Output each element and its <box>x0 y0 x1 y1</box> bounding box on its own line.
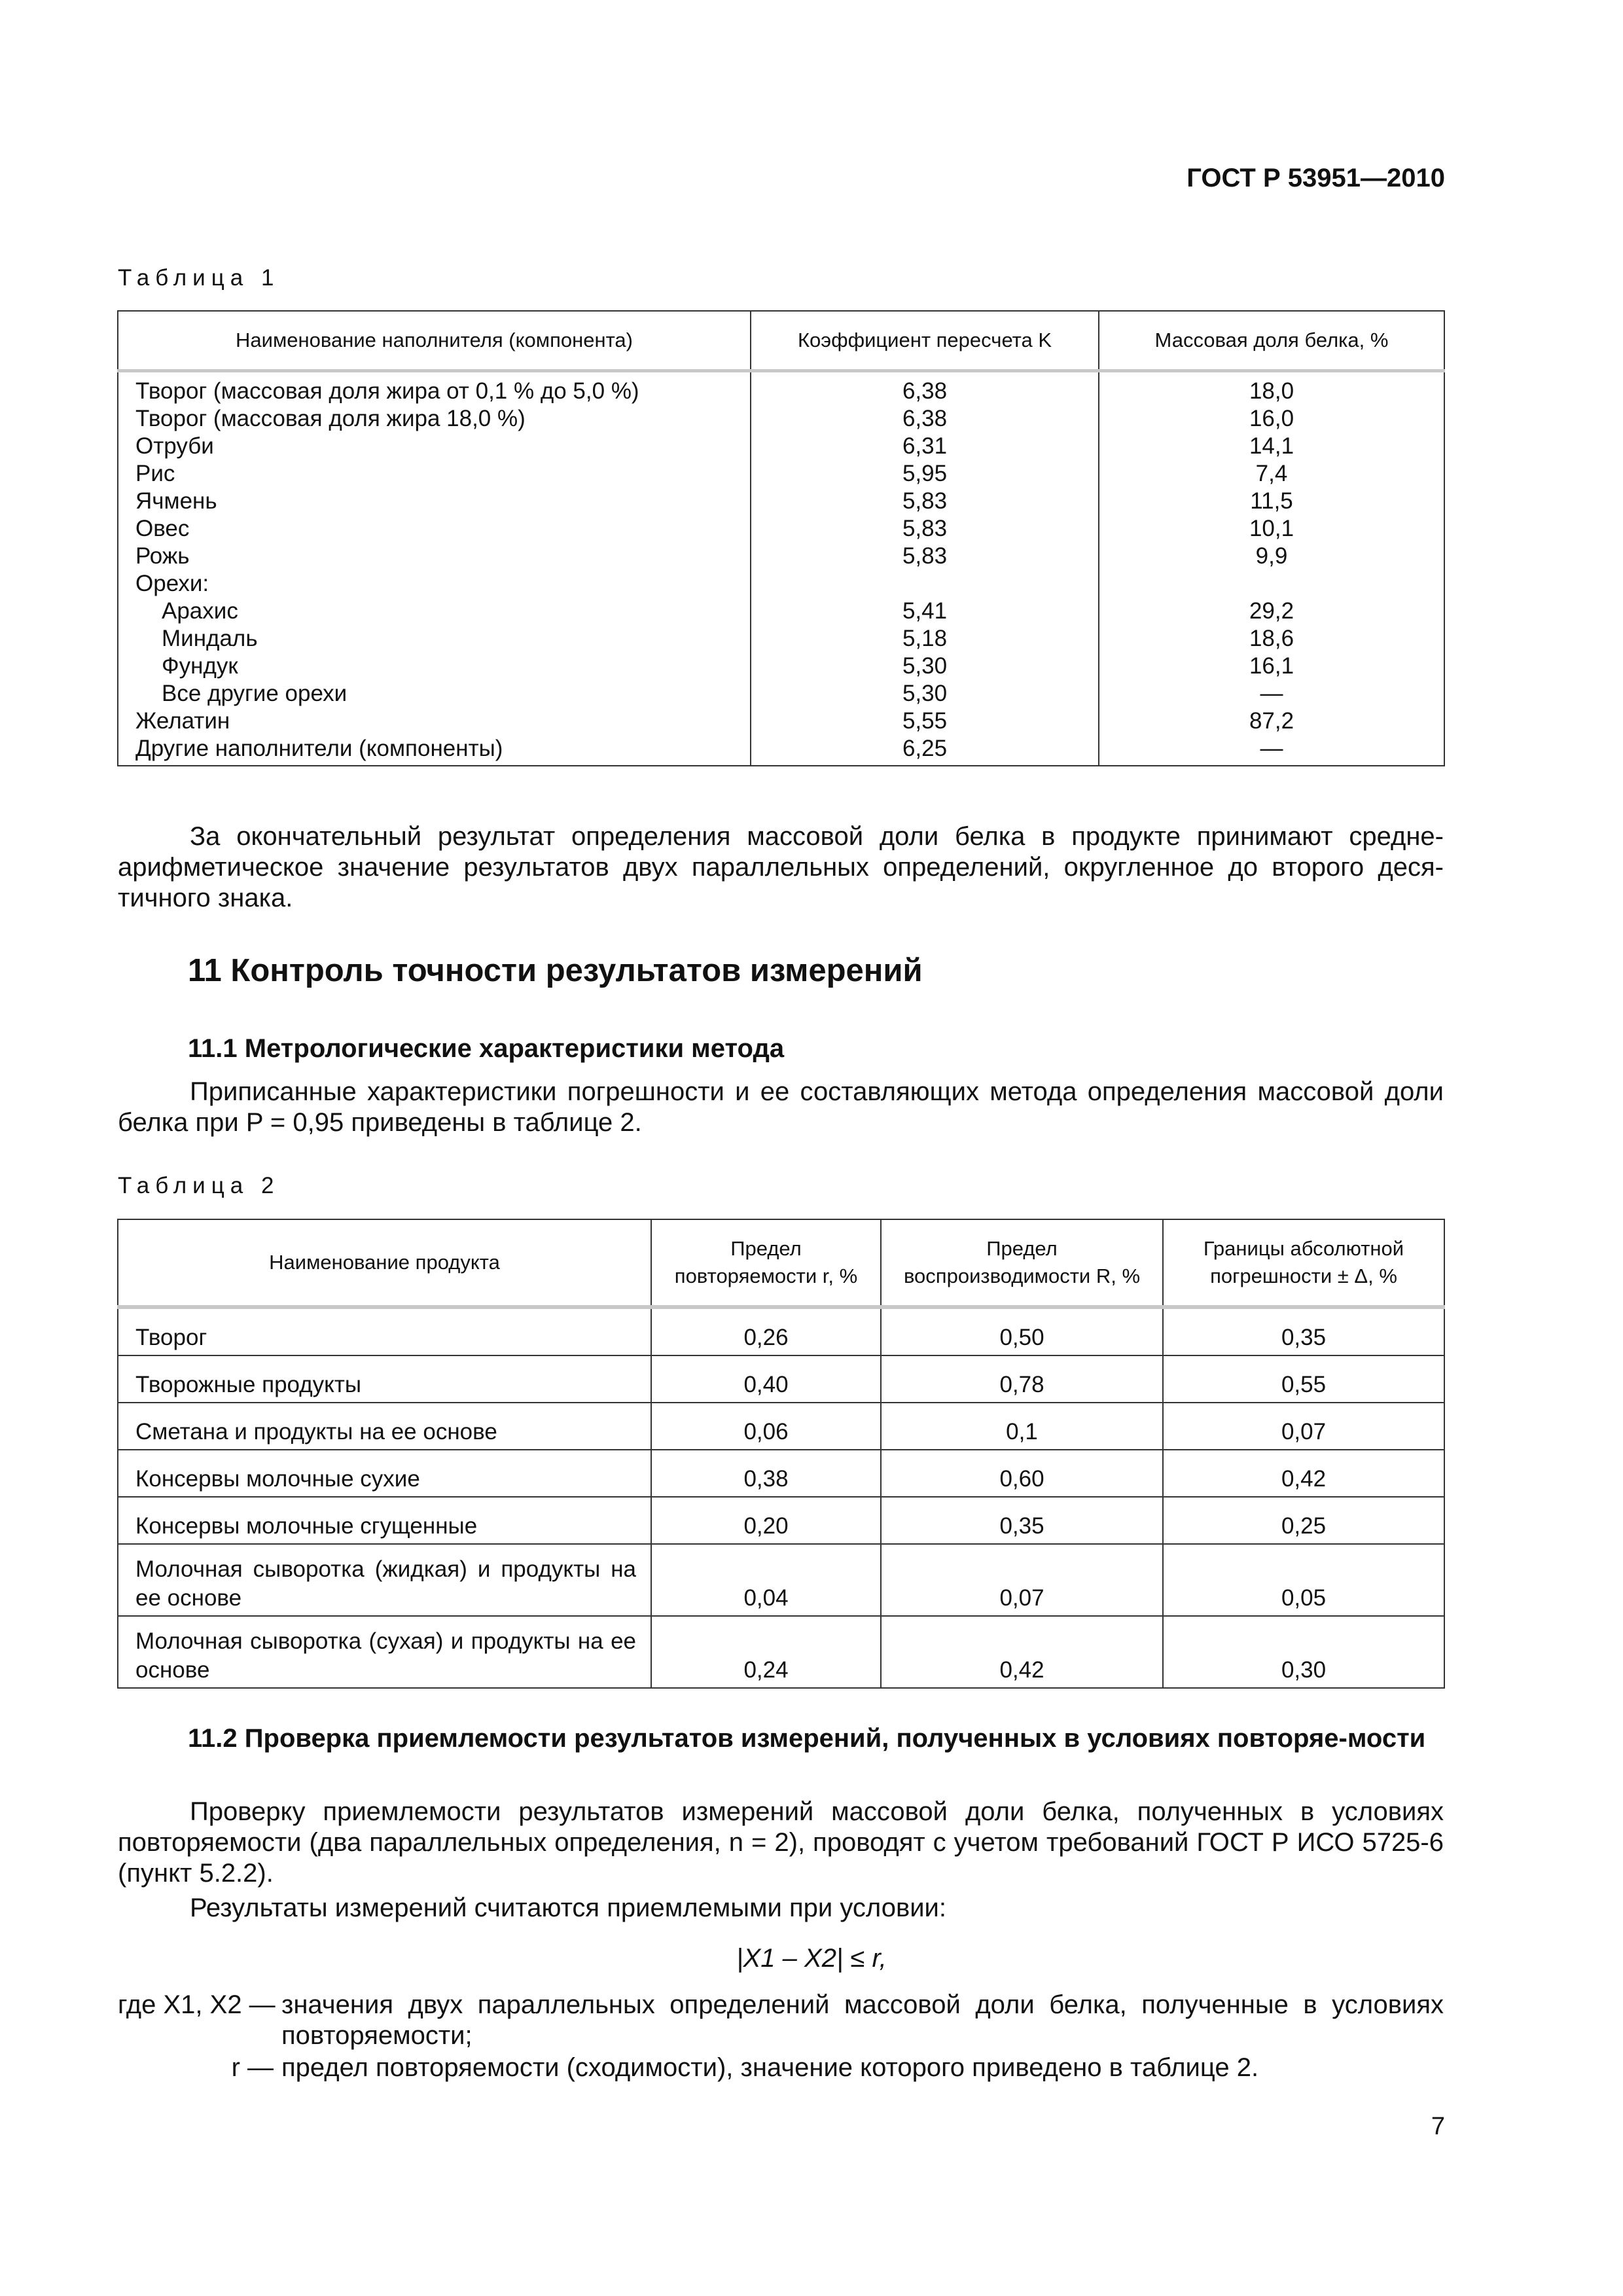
table1-cell-name: Арахис <box>118 598 751 625</box>
table2-cell-repeatability: 0,06 <box>651 1403 881 1450</box>
table1-cell-name: Миндаль <box>118 625 751 653</box>
table1-row <box>118 543 1444 570</box>
table1-cell-k: 5,83 <box>751 543 1099 570</box>
table1-cell-k: 5,30 <box>751 680 1099 708</box>
table1-cell-name: Фундук <box>118 653 751 680</box>
table1-cell-protein: 87,2 <box>1099 708 1444 735</box>
table1-cell-k: 5,41 <box>751 598 1099 625</box>
table1-cell-k: 5,18 <box>751 625 1099 653</box>
table2-cell-reproducibility: 0,78 <box>881 1355 1163 1403</box>
table2-cell-repeatability: 0,24 <box>651 1616 881 1688</box>
where-x-text: значения двух параллельных определений массовой доли белка, полученные в условиях повторяемости; <box>281 1990 1444 2050</box>
table1-cell-k: 6,38 <box>751 405 1099 433</box>
table2-row <box>118 1450 1444 1497</box>
table1-cell-name: Отруби <box>118 433 751 460</box>
table1-cell-name: Творог (массовая доля жира 18,0 %) <box>118 405 751 433</box>
table2-cell-product: Молочная сыворотка (сухая) и продукты на ее основе <box>118 1616 651 1688</box>
table2-cell-error-bounds: 0,05 <box>1163 1544 1444 1616</box>
table1-cell-name: Овес <box>118 515 751 543</box>
table1-cell-k: 6,25 <box>751 735 1099 766</box>
table2-cell-repeatability: 0,04 <box>651 1544 881 1616</box>
table1-row <box>118 653 1444 680</box>
table1-cell-k: 5,83 <box>751 515 1099 543</box>
section-11-heading: 11 Контроль точности результатов измерений <box>188 953 923 988</box>
table1-row <box>118 460 1444 488</box>
where-r-explanation <box>118 2053 1444 2083</box>
table2-header-reproducibility: Предел воспроизводимости R, % <box>881 1219 1163 1307</box>
table1-cell-name: Орехи: <box>118 570 751 598</box>
table1-row <box>118 371 1444 406</box>
table1-row <box>118 515 1444 543</box>
table1-row <box>118 570 1444 598</box>
table1-caption: Таблица 1 <box>118 265 280 291</box>
table2-cell-error-bounds: 0,25 <box>1163 1497 1444 1544</box>
table1-cell-name: Рис <box>118 460 751 488</box>
table1-cell-protein: 10,1 <box>1099 515 1444 543</box>
table1-row <box>118 433 1444 460</box>
table2-cell-reproducibility: 0,1 <box>881 1403 1163 1450</box>
acceptance-formula: |X1 – X2| ≤ r, <box>736 1944 887 1973</box>
table2-cell-repeatability: 0,40 <box>651 1355 881 1403</box>
table1-cell-name: Рожь <box>118 543 751 570</box>
table2-cell-reproducibility: 0,60 <box>881 1450 1163 1497</box>
page-number: 7 <box>1431 2113 1445 2140</box>
where-x-lead: где X1, X2 — <box>118 1990 276 2019</box>
table1-row <box>118 708 1444 735</box>
table2-header-row <box>118 1219 1444 1307</box>
table1-cell-name: Желатин <box>118 708 751 735</box>
result-paragraph: За окончательный результат определения массовой доли белка в продукте принимают средне-арифметическое значение результатов двух параллельных определений, округленное до второго деся-тичного знака. <box>118 822 1444 912</box>
table1-cell-protein: 14,1 <box>1099 433 1444 460</box>
table2-cell-product: Творожные продукты <box>118 1355 651 1403</box>
table1-cell-name: Творог (массовая доля жира от 0,1 % до 5,0 %) <box>118 371 751 406</box>
where-r-text: предел повторяемости (сходимости), значение которого приведено в таблице 2. <box>281 2053 1259 2082</box>
table1-cell-protein: — <box>1099 735 1444 766</box>
table1-cell-k: 5,30 <box>751 653 1099 680</box>
table1-cell-k: 5,55 <box>751 708 1099 735</box>
table1-cell-name: Другие наполнители (компоненты) <box>118 735 751 766</box>
standard-designation: ГОСТ Р 53951—2010 <box>1186 164 1445 192</box>
table1-row <box>118 405 1444 433</box>
table2-row <box>118 1544 1444 1616</box>
table1-cell-k: 6,38 <box>751 371 1099 406</box>
table2-cell-repeatability: 0,20 <box>651 1497 881 1544</box>
where-r-lead: r — <box>231 2053 274 2082</box>
table2-cell-error-bounds: 0,42 <box>1163 1450 1444 1497</box>
table1-cell-protein: 16,1 <box>1099 653 1444 680</box>
table2-cell-reproducibility: 0,07 <box>881 1544 1163 1616</box>
table1 <box>117 310 1445 766</box>
table2-header-product: Наименование продукта <box>118 1219 651 1307</box>
table2-cell-reproducibility: 0,35 <box>881 1497 1163 1544</box>
table1-cell-k <box>751 570 1099 598</box>
table1-cell-protein: — <box>1099 680 1444 708</box>
table1-row <box>118 680 1444 708</box>
table2-cell-error-bounds: 0,07 <box>1163 1403 1444 1450</box>
where-x-explanation <box>118 1990 1444 2051</box>
table2-row <box>118 1616 1444 1688</box>
table2-row <box>118 1307 1444 1355</box>
table2-cell-reproducibility: 0,50 <box>881 1307 1163 1355</box>
table2-row <box>118 1355 1444 1403</box>
table1-header-row <box>118 311 1444 371</box>
table2-header-error-bounds: Границы абсолютной погрешности ± Δ, % <box>1163 1219 1444 1307</box>
section-11-1-heading: 11.1 Метрологические характеристики метода <box>188 1034 785 1063</box>
table1-row <box>118 488 1444 515</box>
table2-cell-product: Творог <box>118 1307 651 1355</box>
table1-cell-protein: 9,9 <box>1099 543 1444 570</box>
table1-cell-protein: 18,0 <box>1099 371 1444 406</box>
table1-row <box>118 735 1444 766</box>
section-11-2-text2: Результаты измерений считаются приемлемыми при условии: <box>190 1893 946 1922</box>
table2-header-repeatability: Предел повторяемости r, % <box>651 1219 881 1307</box>
table1-cell-protein: 29,2 <box>1099 598 1444 625</box>
table2-cell-product: Консервы молочные сгущенные <box>118 1497 651 1544</box>
table2-caption: Таблица 2 <box>118 1173 280 1198</box>
table2-cell-repeatability: 0,38 <box>651 1450 881 1497</box>
table2-cell-product: Консервы молочные сухие <box>118 1450 651 1497</box>
section-11-2-heading: 11.2 Проверка приемлемости результатов измерений, полученных в условиях повторяе-мости <box>188 1724 1426 1753</box>
table1-cell-k: 5,83 <box>751 488 1099 515</box>
table2-row <box>118 1403 1444 1450</box>
table2-cell-error-bounds: 0,35 <box>1163 1307 1444 1355</box>
table1-cell-protein: 18,6 <box>1099 625 1444 653</box>
section-11-2-text1: Проверку приемлемости результатов измерений массовой доли белка, полученных в условиях повторяемости (два параллельных определения, n = 2), проводят с учетом требований ГОСТ Р ИСО 5725-6 (пункт 5.2.2). <box>118 1797 1444 1888</box>
table2-cell-product: Молочная сыворотка (жидкая) и продукты на ее основе <box>118 1544 651 1616</box>
table2-cell-reproducibility: 0,42 <box>881 1616 1163 1688</box>
table1-header-k: Коэффициент пересчета K <box>751 311 1099 371</box>
table1-cell-name: Все другие орехи <box>118 680 751 708</box>
table1-cell-protein: 16,0 <box>1099 405 1444 433</box>
table2-cell-error-bounds: 0,55 <box>1163 1355 1444 1403</box>
table1-cell-protein <box>1099 570 1444 598</box>
table1-header-protein: Массовая доля белка, % <box>1099 311 1444 371</box>
table1-cell-protein: 11,5 <box>1099 488 1444 515</box>
table1-header-name: Наименование наполнителя (компонента) <box>118 311 751 371</box>
table2 <box>117 1219 1445 1689</box>
section-11-1-text: Приписанные характеристики погрешности и ее составляющих метода определения массовой доли белка при P = 0,95 приведены в таблице 2. <box>118 1077 1444 1137</box>
table1-cell-protein: 7,4 <box>1099 460 1444 488</box>
table1-cell-name: Ячмень <box>118 488 751 515</box>
table1-row <box>118 598 1444 625</box>
table2-row <box>118 1497 1444 1544</box>
table2-cell-product: Сметана и продукты на ее основе <box>118 1403 651 1450</box>
table1-cell-k: 5,95 <box>751 460 1099 488</box>
table2-cell-error-bounds: 0,30 <box>1163 1616 1444 1688</box>
table1-row <box>118 625 1444 653</box>
table2-cell-repeatability: 0,26 <box>651 1307 881 1355</box>
table1-cell-k: 6,31 <box>751 433 1099 460</box>
